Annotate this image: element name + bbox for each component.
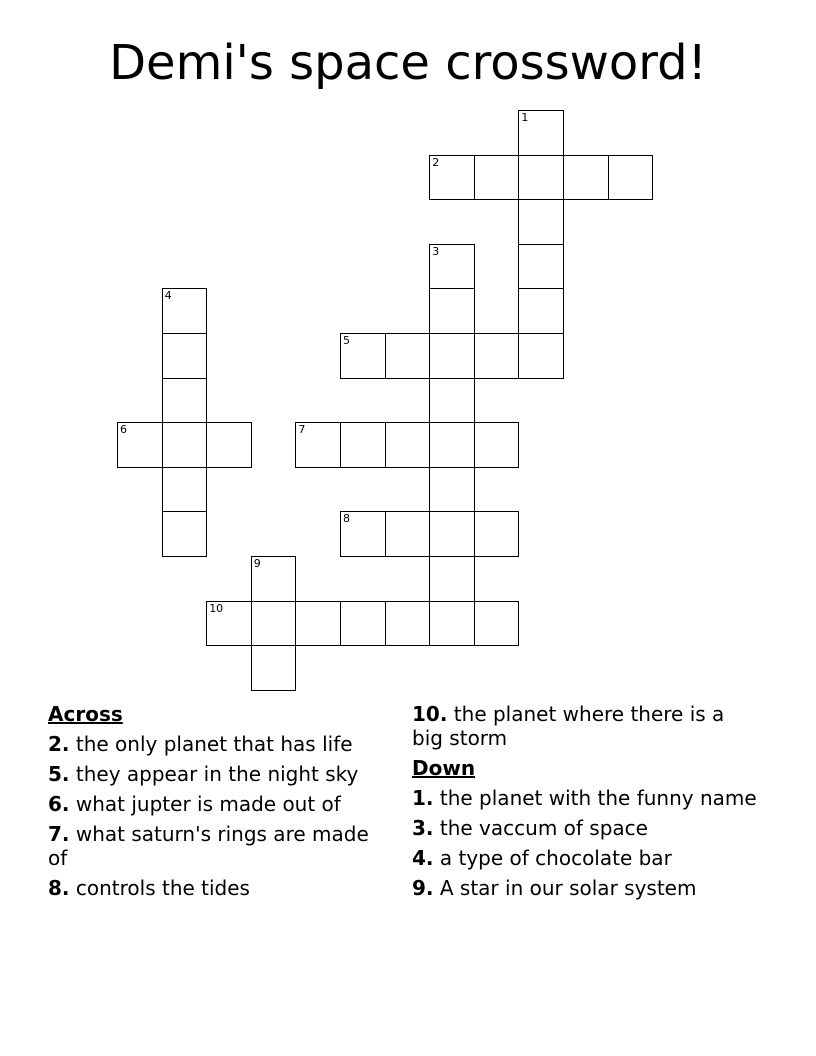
crossword-cell[interactable] <box>474 601 520 647</box>
crossword-cell[interactable] <box>429 333 475 379</box>
clue-down-3 <box>412 816 757 840</box>
crossword-cell[interactable] <box>251 645 297 691</box>
across-heading: Across <box>48 702 123 726</box>
crossword-cell[interactable] <box>429 155 475 201</box>
clues-column-left <box>48 702 388 906</box>
crossword-cell[interactable] <box>340 511 386 557</box>
crossword-cell[interactable] <box>518 110 564 156</box>
crossword-cell[interactable] <box>162 378 208 424</box>
crossword-cell[interactable] <box>162 511 208 557</box>
crossword-cell[interactable] <box>429 601 475 647</box>
crossword-cell[interactable] <box>295 601 341 647</box>
crossword-cell[interactable] <box>340 422 386 468</box>
crossword-cell[interactable] <box>429 378 475 424</box>
clue-across-6 <box>48 792 388 816</box>
clue-number: 9. <box>412 876 434 900</box>
clue-text: they appear in the night sky <box>75 762 359 786</box>
cell-number: 6 <box>120 423 127 437</box>
clue-across-8 <box>48 876 388 900</box>
crossword-cell[interactable] <box>162 467 208 513</box>
cell-number: 10 <box>209 601 224 615</box>
crossword-cell[interactable] <box>162 333 208 379</box>
crossword-cell[interactable] <box>429 511 475 557</box>
crossword-cell[interactable] <box>518 333 564 379</box>
clue-down-4 <box>412 846 757 870</box>
crossword-cell[interactable] <box>474 511 520 557</box>
down-heading: Down <box>412 756 476 780</box>
clue-number: 3. <box>412 816 434 840</box>
cell-number: 3 <box>432 244 440 258</box>
clue-text: the vaccum of space <box>439 816 648 840</box>
crossword-cell[interactable] <box>251 601 297 647</box>
crossword-cell[interactable] <box>385 511 431 557</box>
crossword-cell[interactable] <box>429 288 475 334</box>
crossword-cell[interactable] <box>162 422 208 468</box>
crossword-cell[interactable] <box>206 601 252 647</box>
crossword-cell[interactable] <box>162 288 208 334</box>
cell-number: 8 <box>343 512 350 526</box>
clue-text: controls the tides <box>75 876 250 900</box>
clue-number: 8. <box>48 876 70 900</box>
crossword-cell[interactable] <box>518 244 564 290</box>
clue-number: 4. <box>412 846 434 870</box>
clue-text: the planet with the funny name <box>439 786 757 810</box>
clue-number: 1. <box>412 786 434 810</box>
crossword-cell[interactable] <box>429 467 475 513</box>
page-title: Demi's space crossword! <box>109 35 707 91</box>
crossword-cell[interactable] <box>117 422 163 468</box>
clue-text: a type of chocolate bar <box>439 846 672 870</box>
crossword-cell[interactable] <box>608 155 654 201</box>
crossword-cell[interactable] <box>518 155 564 201</box>
clue-number: 5. <box>48 762 70 786</box>
clue-number: 7. <box>48 822 70 846</box>
clue-across-2 <box>48 732 388 756</box>
clue-across-10 <box>412 702 757 750</box>
clue-across-5 <box>48 762 388 786</box>
clue-down-1 <box>412 786 757 810</box>
cell-number: 1 <box>521 111 529 124</box>
clue-number: 6. <box>48 792 70 816</box>
crossword-cell[interactable] <box>340 333 386 379</box>
clue-number: 2. <box>48 732 70 756</box>
clue-text: A star in our solar system <box>439 876 697 900</box>
cell-number: 2 <box>432 155 440 169</box>
crossword-cell[interactable] <box>518 288 564 334</box>
crossword-cell[interactable] <box>251 556 297 602</box>
crossword-cell[interactable] <box>474 333 520 379</box>
clue-text: what saturn's rings are made of <box>48 822 369 870</box>
crossword-cell[interactable] <box>206 422 252 468</box>
crossword-cell[interactable] <box>563 155 609 201</box>
crossword-cell[interactable] <box>295 422 341 468</box>
cell-number: 5 <box>343 334 350 347</box>
crossword-cell[interactable] <box>340 601 386 647</box>
crossword-cell[interactable] <box>474 422 520 468</box>
cell-number: 4 <box>164 289 172 303</box>
crossword-cell[interactable] <box>385 601 431 647</box>
clue-across-7 <box>48 822 388 870</box>
crossword-cell[interactable] <box>429 422 475 468</box>
crossword-cell[interactable] <box>474 155 520 201</box>
cell-number: 9 <box>253 557 261 570</box>
clue-number: 10. <box>412 702 448 726</box>
clue-text: the only planet that has life <box>75 732 353 756</box>
clue-text: what jupter is made out of <box>75 792 341 816</box>
cell-number: 7 <box>298 423 306 437</box>
crossword-cell[interactable] <box>518 199 564 245</box>
crossword-cell[interactable] <box>429 244 475 290</box>
clues-column-right <box>412 702 757 906</box>
crossword-cell[interactable] <box>385 333 431 379</box>
crossword-cell[interactable] <box>429 556 475 602</box>
crossword-cell[interactable] <box>385 422 431 468</box>
clue-text: the planet where there is a big storm <box>412 702 725 750</box>
clue-down-9 <box>412 876 757 900</box>
